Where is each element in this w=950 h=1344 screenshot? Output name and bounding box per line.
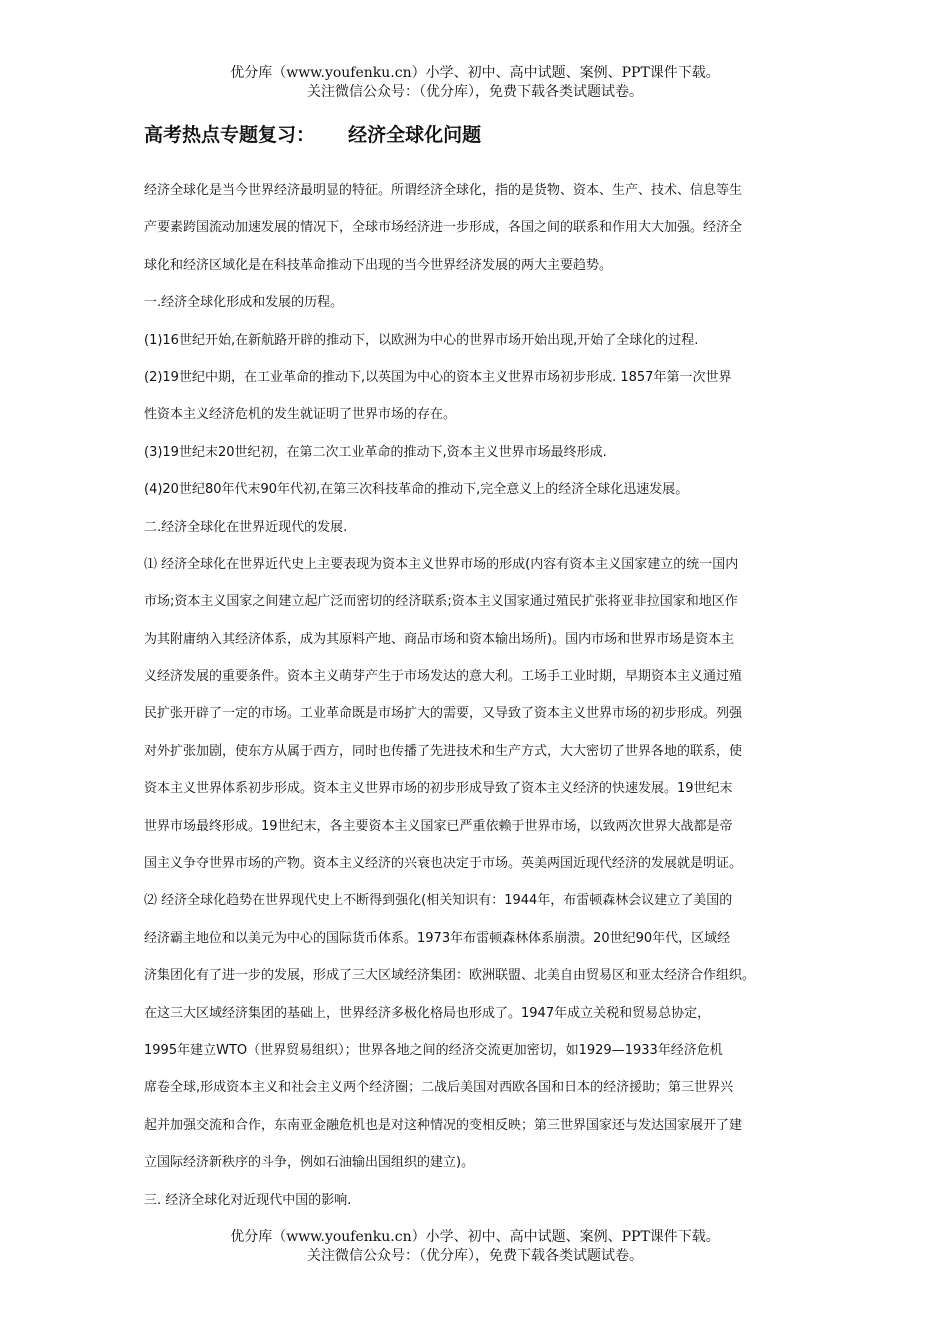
body-line: 球化和经济区域化是在科技革命推动下出现的当今世界经济发展的两大主要趋势。 [144,257,613,273]
page-footer [0,1228,950,1266]
body-line: 一.经济全球化形成和发展的历程。 [144,295,344,311]
page-header [0,64,950,102]
body-line: (3)19世纪末20世纪初，在第二次工业革命的推动下,资本主义世界市场最终形成. [144,444,607,460]
body-line: 世界市场最终形成。19世纪末，各主要资本主义国家已严重依赖于世界市场，以致两次世界大战都是帝 [144,818,733,834]
body-line: 1995年建立WTO（世界贸易组织）；世界各地之间的经济交流更加密切，如1929—1933年经济危机 [144,1042,723,1058]
body-line: 国主义争夺世界市场的产物。资本主义经济的兴衰也决定于市场。英美两国近现代经济的发展就是明证。 [144,856,743,872]
body-line: 在这三大区域经济集团的基础上，世界经济多极化格局也形成了。1947年成立关税和贸易总协定， [144,1005,711,1021]
body-line: 产要素跨国流动加速发展的情况下，全球市场经济进一步形成，各国之间的联系和作用大大加强。经济全 [144,220,743,236]
body-line: 为其附庸纳入其经济体系，成为其原料产地、商品市场和资本输出场所)。国内市场和世界市场是资本主 [144,631,735,647]
body-line: 义经济发展的重要条件。资本主义萌芽产生于市场发达的意大利。工场手工业时期，早期资本主义通过殖 [144,669,743,685]
body-line: ⑵ 经济全球化趋势在世界现代史上不断得到强化(相关知识有：1944年，布雷顿森林会议建立了美国的 [144,893,733,909]
body-line: 民扩张开辟了一定的市场。工业革命既是市场扩大的需要，又导致了资本主义世界市场的初步形成。列强 [144,706,743,722]
body-line: 三. 经济全球化对近现代中国的影响. [144,1192,352,1208]
body-line: 济集团化有了进一步的发展，形成了三大区域经济集团：欧洲联盟、北美自由贸易区和亚太经济合作组织。 [144,968,756,984]
body-line: (1)16世纪开始,在新航路开辟的推动下，以欧洲为中心的世界市场开始出现,开始了全球化的过程. [144,332,699,348]
header-line-2: 关注微信公众号：（优分库），免费下载各类试题试卷。 [307,84,643,100]
footer-line-2: 关注微信公众号：（优分库），免费下载各类试题试卷。 [307,1248,643,1264]
body-line: 性资本主义经济危机的发生就证明了世界市场的存在。 [144,407,457,423]
body-line: (2)19世纪中期，在工业革命的推动下,以英国为中心的资本主义世界市场初步形成. 1857年第一次世界 [144,369,732,385]
header-line-1: 优分库（www.youfenku.cn）小学、初中、高中试题、案例、PPT课件下载。 [230,65,720,81]
document-body [144,172,824,1219]
body-line: 席卷全球,形成资本主义和社会主义两个经济圈；二战后美国对西欧各国和日本的经济援助；第三世界兴 [144,1080,734,1096]
footer-line-1: 优分库（www.youfenku.cn）小学、初中、高中试题、案例、PPT课件下载。 [230,1229,720,1245]
body-line: 二.经济全球化在世界近现代的发展. [144,519,348,535]
body-line: 资本主义世界体系初步形成。资本主义世界市场的初步形成导致了资本主义经济的快速发展。19世纪末 [144,781,733,797]
body-line: 起并加强交流和合作，东南亚金融危机也是对这种情况的变相反映；第三世界国家还与发达国家展开了建 [144,1117,743,1133]
body-line: (4)20世纪80年代末90年代初,在第三次科技革命的推动下,完全意义上的经济全球化迅速发展。 [144,482,689,498]
body-line: 经济全球化是当今世界经济最明显的特征。所谓经济全球化，指的是货物、资本、生产、技术、信息等生 [144,183,743,198]
body-line: 立国际经济新秩序的斗争，例如石油输出国组织的建立)。 [144,1155,475,1171]
document-title: 高考热点专题复习： 经济全球化问题 [144,124,482,146]
body-line: 市场;资本主义国家之间建立起广泛而密切的经济联系;资本主义国家通过殖民扩张将亚非拉国家和地区作 [144,594,738,610]
body-line: ⑴ 经济全球化在世界近代史上主要表现为资本主义世界市场的形成(内容有资本主义国家建立的统一国内 [144,556,739,572]
body-line: 经济霸主地位和以美元为中心的国际货币体系。1973年布雷顿森林体系崩溃。20世纪90年代，区域经 [144,930,731,946]
body-line: 对外扩张加剧，使东方从属于西方，同时也传播了先进技术和生产方式，大大密切了世界各地的联系，使 [144,743,743,759]
